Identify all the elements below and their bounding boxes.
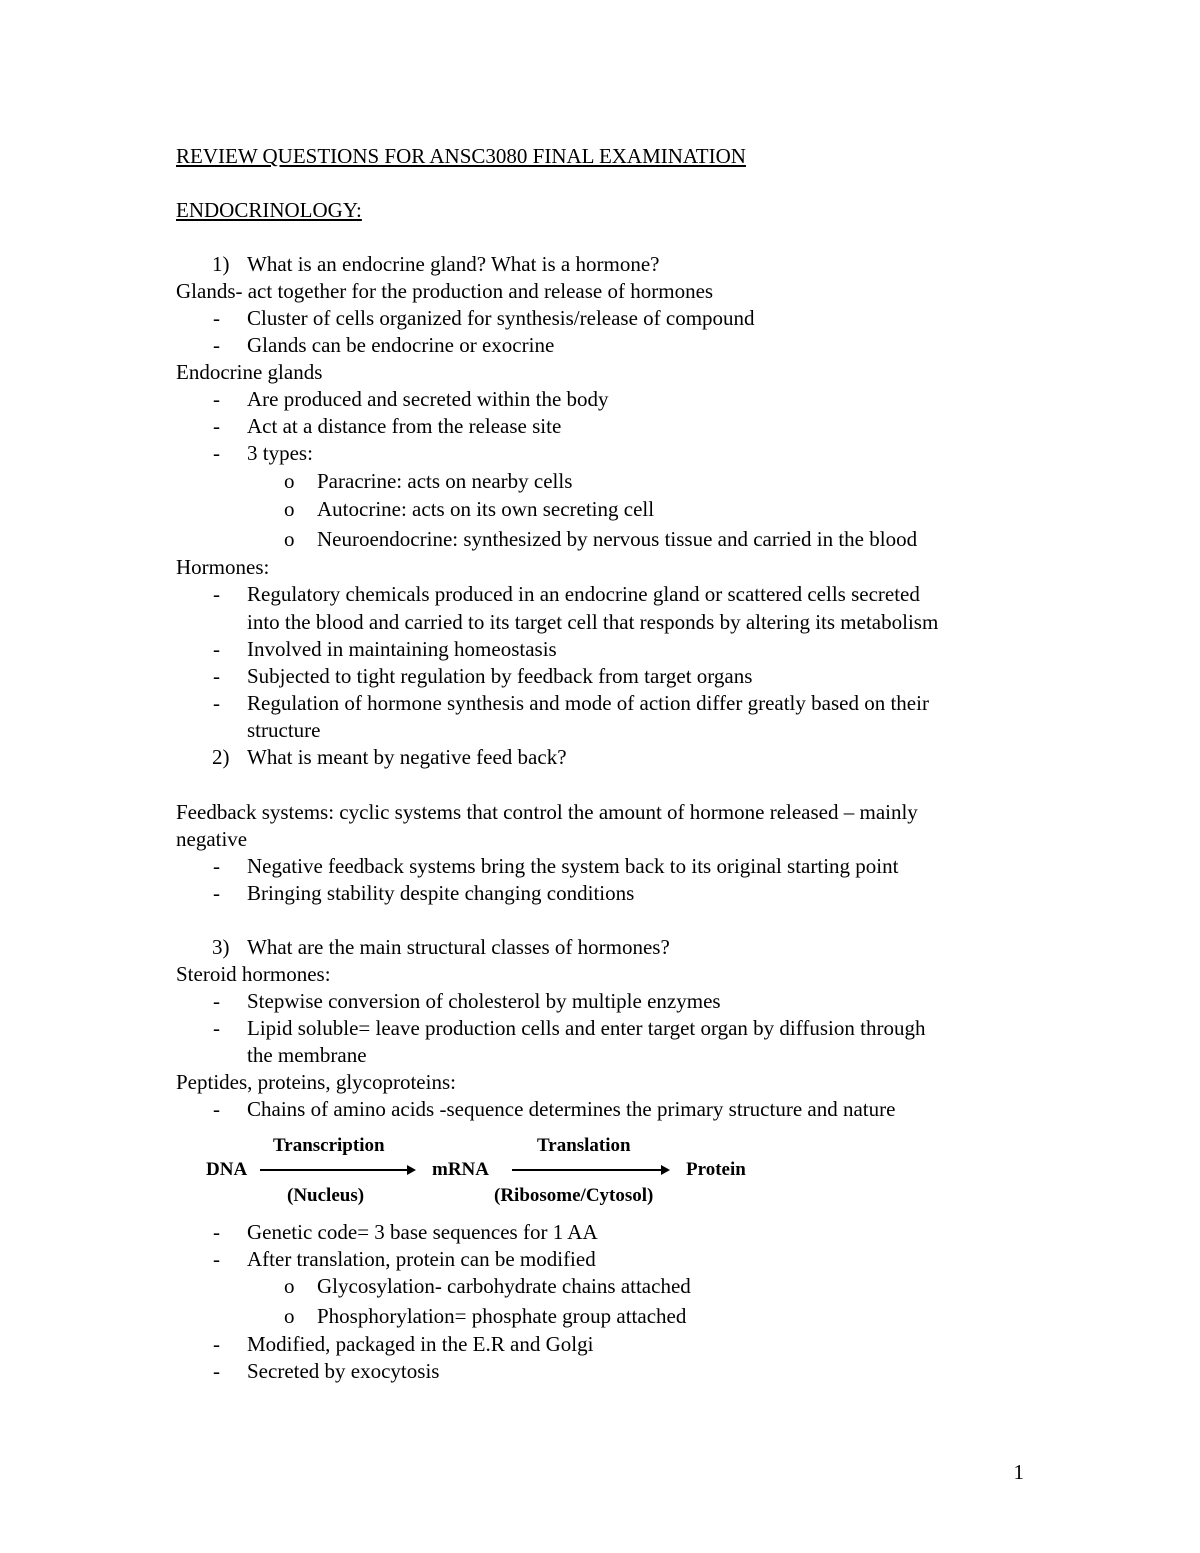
peptides-sub-1: Glycosylation- carbohydrate chains attached <box>317 1274 691 1298</box>
steroid-bullet-1: Stepwise conversion of cholesterol by multiple enzymes <box>247 989 721 1013</box>
endocrine-sub-1: Paracrine: acts on nearby cells <box>317 469 573 493</box>
peptides-bullet-4: Modified, packaged in the E.R and Golgi <box>247 1332 594 1356</box>
bullet-dash: - <box>213 582 220 606</box>
question-1: What is an endocrine gland? What is a hormone? <box>247 252 660 276</box>
figure-ribosome-label: (Ribosome/Cytosol) <box>494 1185 654 1206</box>
sub-bullet-marker: o <box>284 527 295 551</box>
bullet-dash: - <box>213 664 220 688</box>
endocrine-bullet-2: Act at a distance from the release site <box>247 414 562 438</box>
feedback-bullet-1: Negative feedback systems bring the system back to its original starting point <box>247 854 899 878</box>
endocrine-heading: Endocrine glands <box>176 360 323 384</box>
endocrine-sub-3: Neuroendocrine: synthesized by nervous tissue and carried in the blood <box>317 527 918 551</box>
glands-bullet-2: Glands can be endocrine or exocrine <box>247 333 555 357</box>
question-2: What is meant by negative feed back? <box>247 745 567 769</box>
endocrine-bullet-3: 3 types: <box>247 441 313 465</box>
feedback-paragraph-line-1: Feedback systems: cyclic systems that control the amount of hormone released – mainly <box>176 800 918 824</box>
central-dogma-figure <box>176 1131 774 1213</box>
hormones-heading: Hormones: <box>176 555 270 579</box>
bullet-dash: - <box>213 1332 220 1356</box>
figure-transcription-label: Transcription <box>273 1135 385 1156</box>
sub-bullet-marker: o <box>284 1304 295 1328</box>
question-number: 3) <box>212 935 230 959</box>
feedback-bullet-2: Bringing stability despite changing conditions <box>247 881 635 905</box>
glands-bullet-1: Cluster of cells organized for synthesis/release of compound <box>247 306 755 330</box>
question-3: What are the main structural classes of hormones? <box>247 935 670 959</box>
hormones-bullet-3: Subjected to tight regulation by feedback from target organs <box>247 664 753 688</box>
peptides-heading: Peptides, proteins, glycoproteins: <box>176 1070 456 1094</box>
steroid-bullet-2-line-1: Lipid soluble= leave production cells and enter target organ by diffusion through <box>247 1016 926 1040</box>
hormones-bullet-4-line-1: Regulation of hormone synthesis and mode of action differ greatly based on their <box>247 691 929 715</box>
glands-heading: Glands- act together for the production and release of hormones <box>176 279 714 303</box>
sub-bullet-marker: o <box>284 497 295 521</box>
bullet-dash: - <box>213 1220 220 1244</box>
bullet-dash: - <box>213 306 220 330</box>
peptides-sub-2: Phosphorylation= phosphate group attached <box>317 1304 687 1328</box>
figure-translation-label: Translation <box>537 1135 631 1156</box>
bullet-dash: - <box>213 691 220 715</box>
transcription-arrow <box>260 1169 414 1171</box>
question-number: 1) <box>212 252 230 276</box>
figure-mrna-label: mRNA <box>432 1159 489 1180</box>
bullet-dash: - <box>213 441 220 465</box>
question-number: 2) <box>212 745 230 769</box>
translation-arrow <box>512 1169 668 1171</box>
figure-protein-label: Protein <box>686 1159 746 1180</box>
feedback-paragraph-line-2: negative <box>176 827 248 851</box>
peptides-bullet-2: Genetic code= 3 base sequences for 1 AA <box>247 1220 598 1244</box>
steroid-heading: Steroid hormones: <box>176 962 331 986</box>
hormones-bullet-4-line-2: structure <box>247 718 321 742</box>
bullet-dash: - <box>213 1247 220 1271</box>
steroid-bullet-2-line-2: the membrane <box>247 1043 367 1067</box>
hormones-bullet-1-line-2: into the blood and carried to its target cell that responds by altering its metabolism <box>247 610 939 634</box>
peptides-bullet-5: Secreted by exocytosis <box>247 1359 440 1383</box>
bullet-dash: - <box>213 881 220 905</box>
bullet-dash: - <box>213 387 220 411</box>
hormones-bullet-2: Involved in maintaining homeostasis <box>247 637 557 661</box>
sub-bullet-marker: o <box>284 1274 295 1298</box>
bullet-dash: - <box>213 637 220 661</box>
bullet-dash: - <box>213 854 220 878</box>
figure-nucleus-label: (Nucleus) <box>287 1185 365 1206</box>
page-number: 1 <box>1013 1460 1024 1484</box>
section-heading: ENDOCRINOLOGY: <box>176 198 362 222</box>
endocrine-sub-2: Autocrine: acts on its own secreting cell <box>317 497 655 521</box>
bullet-dash: - <box>213 333 220 357</box>
bullet-dash: - <box>213 1359 220 1383</box>
hormones-bullet-1-line-1: Regulatory chemicals produced in an endocrine gland or scattered cells secreted <box>247 582 920 606</box>
figure-dna-label: DNA <box>206 1159 248 1180</box>
bullet-dash: - <box>213 1016 220 1040</box>
bullet-dash: - <box>213 989 220 1013</box>
peptides-bullet-3: After translation, protein can be modified <box>247 1247 596 1271</box>
sub-bullet-marker: o <box>284 469 295 493</box>
document-title: REVIEW QUESTIONS FOR ANSC3080 FINAL EXAMINATION <box>176 144 746 168</box>
endocrine-bullet-1: Are produced and secreted within the body <box>247 387 609 411</box>
peptides-bullet-1: Chains of amino acids -sequence determines the primary structure and nature <box>247 1097 896 1121</box>
bullet-dash: - <box>213 414 220 438</box>
bullet-dash: - <box>213 1097 220 1121</box>
